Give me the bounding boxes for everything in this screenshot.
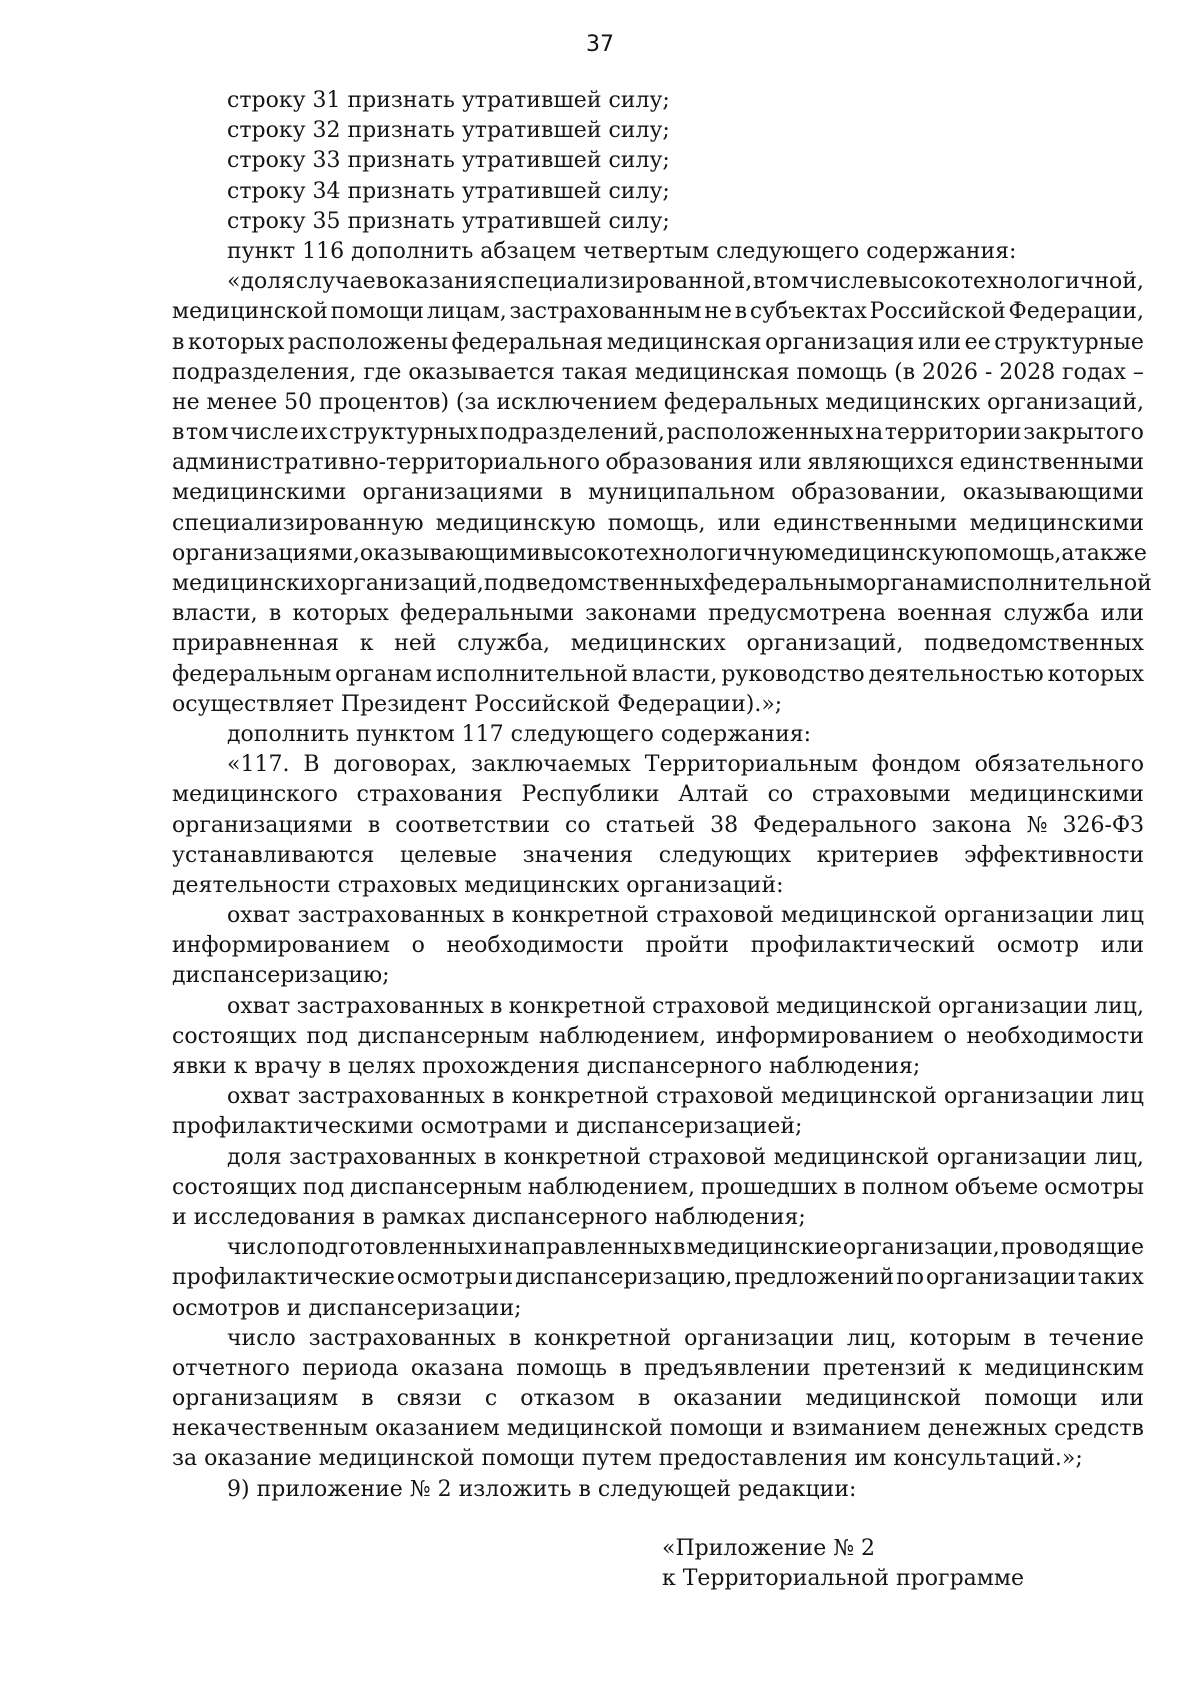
word: или (758, 450, 802, 476)
word: оказания (388, 269, 498, 295)
word: организации (944, 903, 1094, 929)
word: специализированную (172, 510, 424, 536)
text-line (172, 629, 1144, 659)
word: конкретной (533, 1325, 672, 1351)
word: в (490, 993, 503, 1019)
text-line (172, 418, 1144, 448)
word: в (559, 480, 572, 506)
word: (в (894, 359, 916, 385)
word: в (619, 1355, 632, 1381)
text-line (172, 811, 1144, 841)
word: или (917, 329, 962, 355)
word: где (363, 359, 402, 385)
word: такая (561, 359, 628, 385)
text-line: строку 34 признать утратившей силу; (227, 178, 670, 204)
word: оказывается (408, 359, 555, 385)
word: к (359, 631, 374, 657)
word: конкретной (508, 993, 646, 1019)
appendix-heading-line-2: к Территориальной программе (662, 1566, 1025, 1592)
word: Алтай (678, 782, 749, 808)
word: отчетного (172, 1355, 290, 1381)
text-line (172, 1233, 1144, 1263)
word: медицинским (984, 1355, 1144, 1381)
text-line: строку 33 признать утратившей силу; (227, 148, 670, 174)
word: медицинской (781, 903, 937, 929)
word: ее (964, 329, 991, 355)
word: медицинскими (969, 782, 1144, 808)
word: эффективности (964, 842, 1144, 868)
text-line: дополнить пунктом 117 следующего содержания: (227, 721, 812, 747)
text-line: 9) приложение № 2 изложить в следующей редакции: (227, 1476, 857, 1502)
word: медицинской (776, 993, 932, 1019)
word: являющихся (807, 450, 955, 476)
word: процентов) (318, 389, 450, 415)
word: № (1026, 812, 1048, 838)
word: медицинская (634, 359, 790, 385)
text-line (172, 1384, 1144, 1414)
word: медицинского (172, 782, 338, 808)
word: обязательного (974, 752, 1144, 778)
word: организаций, (746, 631, 904, 657)
word: – (1132, 359, 1144, 385)
word: медицинскими (172, 480, 347, 506)
word: лиц (1101, 903, 1144, 929)
word: организациями, (172, 540, 360, 566)
word: осмотр (996, 933, 1080, 959)
text-line: профилактическими осмотрами и диспансеризацией; (172, 1114, 803, 1140)
word: деятельностью (868, 661, 1044, 687)
text-line (172, 992, 1144, 1022)
word: образования (605, 450, 754, 476)
word: В (303, 752, 320, 778)
word: число (227, 1235, 296, 1261)
word: устанавливаются (172, 842, 375, 868)
word: организации (938, 993, 1088, 1019)
word: Российской (869, 299, 1006, 325)
text-line (172, 328, 1144, 358)
text-line (172, 750, 1144, 780)
word: прошедших (700, 1174, 838, 1200)
word: организации (944, 1084, 1094, 1110)
word: лиц, (846, 1325, 897, 1351)
text-line: деятельности страховых медицинских организаций: (172, 872, 784, 898)
text-line (172, 599, 1144, 629)
word: следующих (658, 842, 792, 868)
word: территории (884, 420, 1022, 446)
text-line (172, 841, 1144, 871)
text-line: строку 32 признать утратившей силу; (227, 118, 670, 144)
word: (за (455, 389, 490, 415)
text-line (172, 660, 1144, 690)
word: случаев (295, 269, 389, 295)
word: муниципальном (588, 480, 776, 506)
word: исполнительной (435, 661, 628, 687)
word: ней (394, 631, 437, 657)
word: необходимости (446, 933, 624, 959)
text-line (172, 478, 1144, 508)
word: или (1100, 1386, 1144, 1412)
word: оказана (410, 1355, 504, 1381)
word: число (227, 1325, 296, 1351)
word: под (302, 1174, 345, 1200)
word: информированием (172, 933, 390, 959)
text-line: осуществляет Президент Российской Федерации).»; (172, 691, 783, 717)
word: медицинскую (803, 540, 964, 566)
document-body (172, 86, 1152, 1505)
word: административно-территориального (172, 450, 600, 476)
word: помощь (516, 1355, 607, 1381)
word: заключаемых (471, 752, 631, 778)
word: договорах, (333, 752, 458, 778)
word: страхования (356, 782, 503, 808)
word: исполнительной (959, 571, 1152, 596)
word: медицинской (781, 1084, 937, 1110)
word: охват (227, 993, 291, 1019)
word: в (843, 1174, 856, 1200)
word: подразделений, (479, 420, 665, 446)
word: направленных (503, 1235, 672, 1261)
word: медицинских (570, 631, 726, 657)
word: медицинской (805, 1386, 962, 1412)
text-line (172, 1022, 1144, 1052)
word: высокотехнологичную (541, 540, 804, 566)
word: предусмотрена (708, 601, 887, 627)
word: высокотехнологичной, (878, 269, 1144, 295)
word: таких (1077, 1265, 1144, 1291)
word: или (1100, 933, 1144, 959)
word: денежных (927, 1416, 1047, 1442)
text-line: за оказание медицинской помощи путем предоставления им консультаций.»; (172, 1446, 1083, 1472)
text-line (172, 569, 1152, 599)
word: медицинская (606, 329, 762, 355)
text-line (172, 267, 1144, 297)
word: единственными (773, 510, 958, 536)
word: в (492, 1084, 505, 1110)
word: диспансеризацию, (515, 1265, 733, 1291)
word: подготовленных (296, 1235, 488, 1261)
word: страховой (652, 993, 770, 1019)
text-line (172, 1263, 1144, 1293)
word: медицинской (506, 1416, 663, 1442)
word: и (498, 1265, 514, 1291)
word: приравненная (172, 631, 339, 657)
word: федеральных (664, 389, 819, 415)
word: годах (1062, 359, 1126, 385)
word: со (565, 812, 591, 838)
word: охват (227, 1084, 291, 1110)
word: доля (227, 1144, 282, 1170)
word: организаций, (987, 389, 1144, 415)
word: застрахованных (297, 1084, 485, 1110)
word: организациями (362, 480, 544, 506)
word: о (943, 1023, 957, 1049)
text-line (172, 901, 1144, 931)
word: или (717, 510, 761, 536)
text-line (172, 1173, 1144, 1203)
text-line (172, 358, 1144, 388)
text-line (172, 388, 1144, 418)
word: пройти (645, 933, 730, 959)
word: связи (396, 1386, 462, 1412)
text-line (172, 1324, 1144, 1354)
word: в (268, 601, 282, 627)
word: которым (909, 1325, 1011, 1351)
word: осмотры (1044, 1174, 1144, 1200)
word: подведомственных (924, 631, 1144, 657)
word: федеральным (172, 661, 332, 687)
text-line (172, 1414, 1144, 1444)
word: страховой (656, 1084, 774, 1110)
word: полном (861, 1174, 949, 1200)
word: руководство (721, 661, 865, 687)
word: в (752, 269, 766, 295)
word: оказанием (375, 1416, 500, 1442)
word: лицам, (426, 299, 507, 325)
word: наблюдением, (538, 1023, 707, 1049)
word: помощь, (963, 540, 1062, 566)
word: образовании, (791, 480, 947, 506)
word: медицинских (172, 571, 327, 596)
appendix-heading (172, 1534, 1144, 1594)
text-line: строку 35 признать утратившей силу; (227, 208, 670, 234)
text-line (172, 539, 1147, 569)
page-number: 37 (586, 32, 614, 57)
word: застрахованных (297, 903, 485, 929)
text-line: и исследования в рамках диспансерного наблюдения; (172, 1204, 806, 1230)
word: отказом (520, 1386, 615, 1412)
word: том (186, 420, 229, 446)
text-line: явки к врачу в целях прохождения диспансерного наблюдения; (172, 1054, 921, 1079)
word: в (734, 299, 748, 325)
word: страховой (648, 1144, 767, 1170)
word: в (483, 1144, 497, 1170)
word: периода (302, 1355, 399, 1381)
word: «доля (227, 269, 296, 295)
word: по (896, 1265, 924, 1291)
word: расположены (287, 329, 448, 355)
word: соответствии (395, 812, 551, 838)
word: организации (936, 1144, 1087, 1170)
word: органам (335, 661, 433, 687)
word: проводящие (1000, 1235, 1144, 1261)
word: федеральная (451, 329, 604, 355)
text-line (172, 931, 1144, 961)
word: застрахованных (308, 1325, 496, 1351)
text-line: пункт 116 дополнить абзацем четвертым следующего содержания: (227, 238, 1017, 264)
text-line (172, 448, 1144, 478)
word: закона (931, 812, 1012, 838)
word: в (672, 1235, 686, 1261)
text-line: осмотров и диспансеризации; (172, 1295, 522, 1321)
text-line (172, 1082, 1144, 1112)
word: не (172, 389, 200, 415)
word: законами (585, 601, 697, 627)
word: охват (227, 903, 291, 929)
word: в (367, 812, 381, 838)
word: власти, (631, 661, 718, 687)
word: лиц, (1094, 993, 1144, 1019)
word: субъектах (749, 299, 867, 325)
word: 38 (710, 812, 739, 838)
word: числе (809, 269, 878, 295)
word: специализированной, (497, 269, 753, 295)
word: медицинскую (435, 510, 596, 536)
word: организация (765, 329, 915, 355)
text-line (172, 297, 1144, 327)
text-line (172, 1354, 1144, 1384)
word: средств (1054, 1416, 1144, 1442)
word: подведомственных (483, 571, 704, 596)
word: которых (292, 601, 389, 627)
word: оказывающими (962, 480, 1144, 506)
word: со (767, 782, 794, 808)
word: предложений (734, 1265, 895, 1291)
word: помощь (796, 359, 888, 385)
word: течение (1048, 1325, 1144, 1351)
word: служба, (457, 631, 551, 657)
word: том (765, 269, 809, 295)
word: 2026 (921, 359, 978, 385)
word: статьей (605, 812, 696, 838)
word: оказывающими (359, 540, 542, 566)
word: объеме (954, 1174, 1039, 1200)
word: значения (522, 842, 634, 868)
word: и (488, 1235, 503, 1261)
word: организации (925, 1265, 1076, 1291)
word: с (484, 1386, 498, 1412)
word: помощь, (607, 510, 706, 536)
word: организаций, (326, 571, 484, 596)
word: структурных (329, 420, 479, 446)
word: наблюдением, (527, 1174, 695, 1200)
word: медицинской (773, 1144, 930, 1170)
text-line (172, 509, 1144, 539)
text-line (172, 780, 1144, 810)
word: лиц (1101, 1084, 1144, 1110)
word: на (855, 420, 884, 446)
word: в (361, 1386, 374, 1412)
word: в (637, 1386, 651, 1412)
word: помощи (330, 299, 424, 325)
word: которых (187, 329, 285, 355)
word: в (172, 329, 185, 355)
word: целевые (399, 842, 498, 868)
word: информированием (715, 1023, 934, 1049)
word: организации, (842, 1235, 1000, 1261)
word: некачественным (172, 1416, 368, 1442)
word: и (770, 1416, 785, 1442)
word: организациями (172, 812, 353, 838)
word: Федерации, (1008, 299, 1144, 325)
word: о (411, 933, 425, 959)
word: Федерального (753, 812, 917, 838)
appendix-heading-line-1: «Приложение № 2 (662, 1536, 876, 1561)
word: организации (684, 1325, 835, 1351)
word: 50 (284, 389, 313, 415)
word: профилактический (750, 933, 976, 959)
word: взиманием (792, 1416, 921, 1442)
word: медицинских (825, 389, 981, 415)
word: органам (863, 571, 960, 596)
word: закрытого (1023, 420, 1144, 446)
word: не (704, 299, 732, 325)
word: подразделения, (172, 359, 357, 385)
word: застрахованных (289, 1144, 477, 1170)
word: критериев (816, 842, 939, 868)
word: к (958, 1355, 972, 1381)
word: застрахованным (509, 299, 702, 325)
word: осмотры (396, 1265, 497, 1291)
word: медицинскими (969, 510, 1144, 536)
word: «117. (227, 752, 290, 778)
word: оказании (673, 1386, 783, 1412)
word: помощи (984, 1386, 1078, 1412)
word: 2028 (999, 359, 1056, 385)
word: их (300, 420, 328, 446)
word: или (1100, 601, 1144, 627)
word: 326-ФЗ (1062, 812, 1144, 838)
word: претензий (822, 1355, 946, 1381)
word: - (984, 359, 993, 385)
text-line (172, 1143, 1144, 1173)
word: числе (230, 420, 299, 446)
word: Республики (521, 782, 660, 808)
word: состоящих (172, 1023, 297, 1049)
word: фондом (871, 752, 961, 778)
word: также (1074, 540, 1147, 566)
text-line: диспансеризацию; (172, 963, 390, 989)
word: страховой (656, 903, 774, 929)
text-line: строку 31 признать утратившей силу; (227, 88, 670, 113)
word: медицинские (686, 1235, 842, 1261)
word: федеральными (400, 601, 575, 627)
word: структурные (994, 329, 1144, 355)
word: помощи (669, 1416, 764, 1442)
word: предъявлении (644, 1355, 811, 1381)
word: диспансерным (357, 1023, 530, 1049)
word: медицинской (172, 299, 328, 325)
word: менее (206, 389, 278, 415)
word: в (1023, 1325, 1036, 1351)
word: исключением (496, 389, 658, 415)
word: организациям (172, 1386, 339, 1412)
word: в (172, 420, 185, 446)
word: конкретной (511, 1084, 649, 1110)
word: в (508, 1325, 522, 1351)
word: Территориальным (644, 752, 858, 778)
word: застрахованных (296, 993, 484, 1019)
word: которых (1047, 661, 1144, 687)
word: лиц, (1094, 1144, 1144, 1170)
word: необходимости (966, 1023, 1144, 1049)
word: конкретной (511, 903, 649, 929)
word: власти, (172, 601, 258, 627)
word: служба (1003, 601, 1090, 627)
word: конкретной (503, 1144, 641, 1170)
word: в (492, 903, 505, 929)
word: профилактические (172, 1265, 395, 1291)
word: военная (897, 601, 993, 627)
word: состоящих (172, 1174, 297, 1200)
word: расположенных (666, 420, 854, 446)
word: а (1061, 540, 1075, 566)
word: единственными (959, 450, 1144, 476)
word: федеральным (703, 571, 864, 596)
word: страховыми (811, 782, 951, 808)
word: под (306, 1023, 348, 1049)
word: диспансерным (350, 1174, 522, 1200)
